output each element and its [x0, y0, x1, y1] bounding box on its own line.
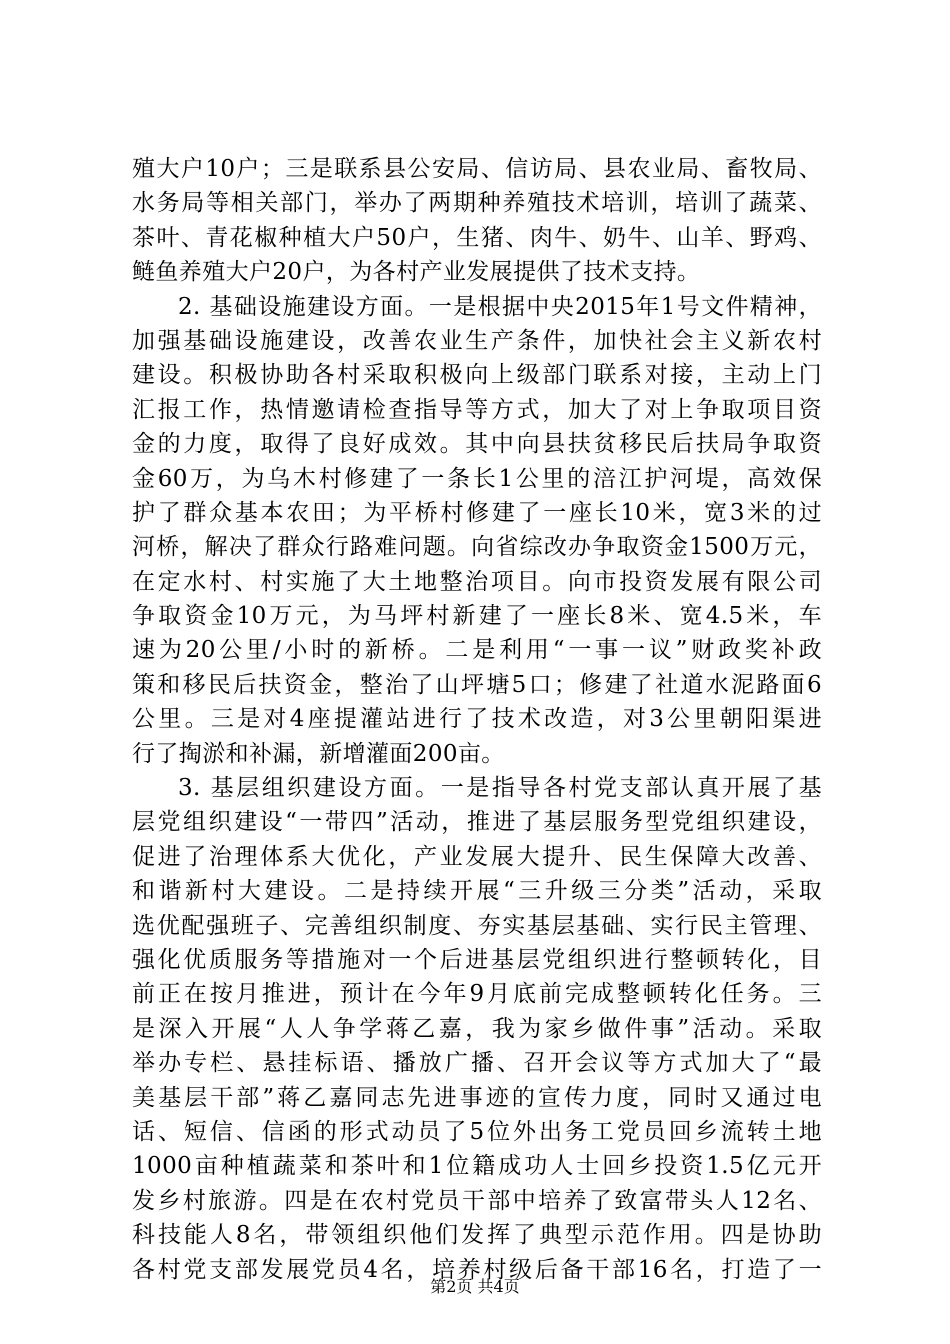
text-line: 话、短信、信函的形式动员了5位外出务工党员回乡流转土地: [132, 1118, 822, 1145]
text-line: 2. 基础设施建设方面。一是根据中央2015年1号文件精神，: [178, 293, 822, 320]
text-line: 发乡村旅游。四是在农村党员干部中培养了致富带头人12名、: [132, 1187, 822, 1214]
text-line: 鲢鱼养殖大户20户，为各村产业发展提供了技术支持。: [132, 259, 701, 286]
text-line: 殖大户10户；三是联系县公安局、信访局、县农业局、畜牧局、: [132, 156, 822, 182]
text-line: 金的力度，取得了良好成效。其中向县扶贫移民后扶局争取资: [132, 431, 822, 458]
text-line: 护了群众基本农田；为平桥村修建了一座长10米，宽3米的过: [132, 499, 822, 526]
text-line: 选优配强班子、完善组织制度、夯实基层基础、实行民主管理、: [132, 912, 822, 939]
text-line: 金60万，为乌木村修建了一条长1公里的涪江护河堤，高效保: [132, 465, 822, 492]
text-line: 美基层干部”蒋乙嘉同志先进事迹的宣传力度，同时又通过电: [132, 1084, 822, 1111]
text-line: 促进了治理体系大优化，产业发展大提升、民生保障大改善、: [132, 843, 822, 870]
body-text: [132, 152, 822, 1287]
text-line: 前正在按月推进，预计在今年9月底前完成整顿转化任务。三: [132, 981, 822, 1008]
text-line: 策和移民后扶资金，整治了山坪塘5口；修建了社道水泥路面6: [132, 671, 822, 698]
text-line: 和谐新村大建设。二是持续开展“三升级三分类”活动，采取: [132, 878, 822, 905]
text-line: 是深入开展“人人争学蒋乙嘉，我为家乡做件事”活动。采取: [132, 1015, 822, 1042]
text-line: 强化优质服务等措施对一个后进基层党组织进行整顿转化，目: [132, 946, 822, 973]
text-line: 加强基础设施建设，改善农业生产条件，加快社会主义新农村: [132, 327, 822, 354]
page-footer: 第2页 共4页: [430, 1277, 520, 1296]
text-line: 争取资金10万元，为马坪村新建了一座长8米、宽4.5米，车: [132, 603, 822, 630]
text-line: 举办专栏、悬挂标语、播放广播、召开会议等方式加大了“最: [132, 1050, 822, 1077]
text-line: 汇报工作，热情邀请检查指导等方式，加大了对上争取项目资: [132, 396, 822, 423]
text-line: 速为20公里/小时的新桥。二是利用“一事一议”财政奖补政: [132, 637, 822, 664]
text-line: 河桥，解决了群众行路难问题。向省综改办争取资金1500万元，: [132, 534, 822, 561]
text-line: 建设。积极协助各村采取积极向上级部门联系对接，主动上门: [132, 362, 822, 389]
text-line: 层党组织建设“一带四”活动，推进了基层服务型党组织建设，: [132, 809, 822, 836]
text-line: 公里。三是对4座提灌站进行了技术改造，对3公里朝阳渠进: [132, 706, 822, 733]
text-line: 茶叶、青花椒种植大户50户，生猪、肉牛、奶牛、山羊、野鸡、: [132, 224, 822, 251]
text-line: 3. 基层组织建设方面。一是指导各村党支部认真开展了基: [178, 775, 822, 802]
text-line: 行了掏淤和补漏，新增灌面200亩。: [132, 740, 505, 767]
text-line: 在定水村、村实施了大土地整治项目。向市投资发展有限公司: [132, 568, 822, 595]
text-line: 水务局等相关部门，举办了两期种养殖技术培训，培训了蔬菜、: [132, 190, 822, 217]
text-line: 科技能人8名，带领组织他们发挥了典型示范作用。四是协助: [132, 1222, 822, 1249]
text-line: 1000亩种植蔬菜和茶叶和1位籍成功人士回乡投资1.5亿元开: [132, 1153, 822, 1180]
text-line: 各村党支部发展党员4名，培养村级后备干部16名，打造了一: [132, 1256, 822, 1283]
